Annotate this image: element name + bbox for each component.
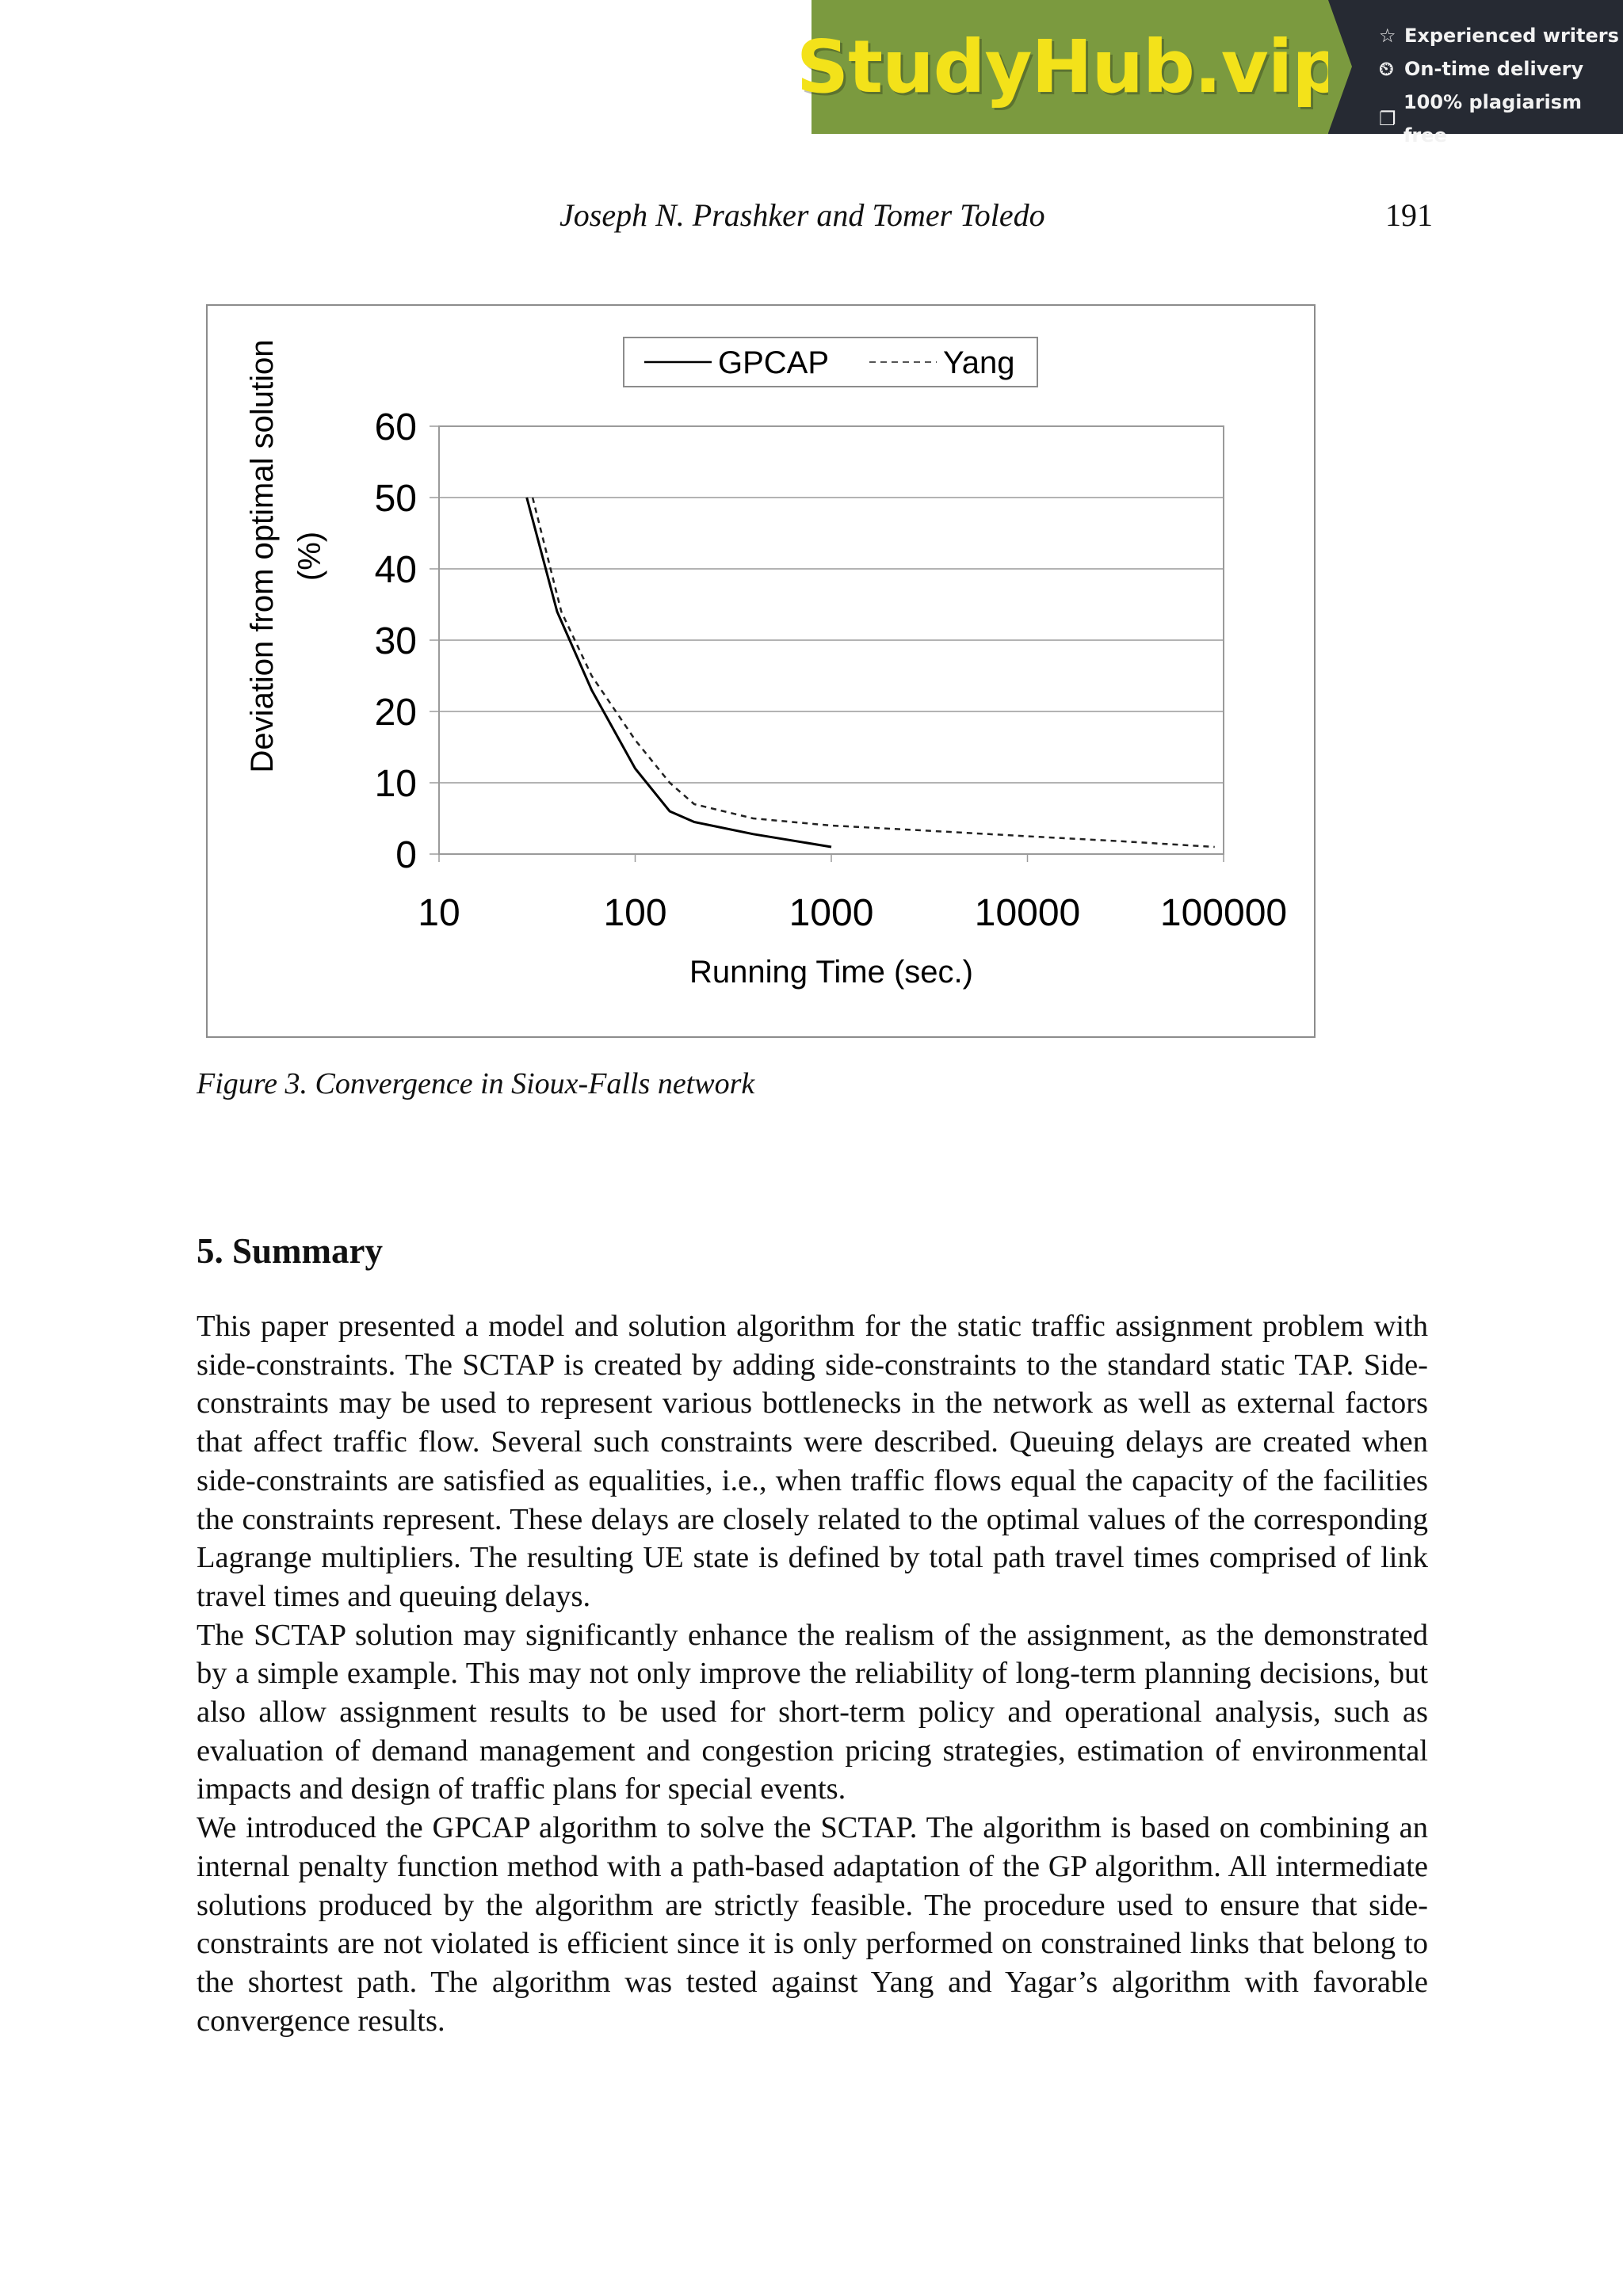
y-tick-label: 50 [374,478,417,520]
x-tick-label: 10 [418,892,460,934]
section-body [197,1307,1428,2040]
convergence-chart [208,306,1314,1036]
y-axis-title: Deviation from optimal solution [245,339,280,773]
ad-banner[interactable] [796,0,1623,147]
badge-plagiarism-free [1379,86,1623,152]
legend-label-gpcap: GPCAP [718,345,830,380]
x-tick-label: 100 [603,892,667,934]
legend-label-yang: Yang [943,345,1015,380]
x-tick-label: 10000 [974,892,1081,934]
badge-label: 100% plagiarism free [1403,91,1583,147]
y-tick-label: 30 [374,620,417,662]
badge-experienced-writers [1379,19,1623,52]
y-axis-title: (%) [292,531,327,582]
grid-layer [439,426,1224,854]
banner-logo-area[interactable] [796,0,1344,134]
label-layer [245,340,1287,990]
y-tick-label: 60 [374,406,417,448]
copy-check-icon: ❐ [1379,108,1396,130]
x-tick-label: 100000 [1159,892,1288,934]
series-line-yang [533,498,1215,847]
star-icon: ☆ [1379,25,1396,47]
badge-label: On-time delivery [1404,58,1584,80]
series-layer [527,498,1215,847]
series-line-gpcap [527,498,831,847]
x-tick-label: 1000 [789,892,874,934]
x-axis-title: Running Time (sec.) [689,955,973,990]
y-tick-label: 10 [374,763,417,805]
page-number: 191 [1385,197,1433,233]
studyhub-logo[interactable]: StudyHub.vip [796,25,1344,109]
y-tick-label: 40 [374,549,417,591]
running-header [0,196,1623,236]
y-tick-label: 0 [395,834,417,876]
running-header-authors: Joseph N. Prashker and Tomer Toledo [559,197,1045,233]
paragraph: We introduced the GPCAP algorithm to solve the SCTAP. The algorithm is based on combining an internal penalty function method with a path-based adaptation of the GP algorithm. All intermediate solutions produced by the algorithm are strictly feasible. The procedure used to ensure that side-constraints are not violated is efficient since it is only performed on constrained links that belong to the shortest path. The algorithm was tested against Yang and Yagar’s algorithm with favorable convergence results. [197,1811,1428,2038]
y-tick-label: 20 [374,692,417,734]
figure-caption: Figure 3. Convergence in Sioux-Falls network [197,1067,755,1100]
paragraph: The SCTAP solution may significantly enhance the realism of the assignment, as the demonstrated by a simple example. This may not only improve the reliability of long-term planning decisions, but also allow assignment results to be used for short-term policy and operational analysis, such as evaluation of demand management and congestion pricing strategies, estimation of environmental impacts and design of traffic plans for special events. [197,1618,1428,1806]
axis-layer [430,426,1224,862]
banner-badges [1328,0,1623,147]
paragraph: This paper presented a model and solution algorithm for the static traffic assignment problem with side-constraints. The SCTAP is created by adding side-constraints to the standard static TAP. Side-constraints may be used to represent various bottlenecks in the network as well as external factors that affect traffic flow. Several such constraints were described. Queuing delays are created when side-constraints are satisfied as equalities, i.e., when traffic flows equal the capacity of the facilities the constraints represent. These delays are closely related to the optimal values of the corresponding Lagrange multipliers. The resulting UE state is defined by total path travel times comprised of link travel times and queuing delays. [197,1310,1428,1613]
section-heading: 5. Summary [197,1231,383,1271]
figure-chart-frame [206,304,1316,1038]
badge-on-time-delivery [1379,52,1623,86]
clock-icon: ⏲ [1379,58,1394,80]
chart-legend [624,338,1037,387]
badge-label: Experienced writers [1404,25,1619,47]
